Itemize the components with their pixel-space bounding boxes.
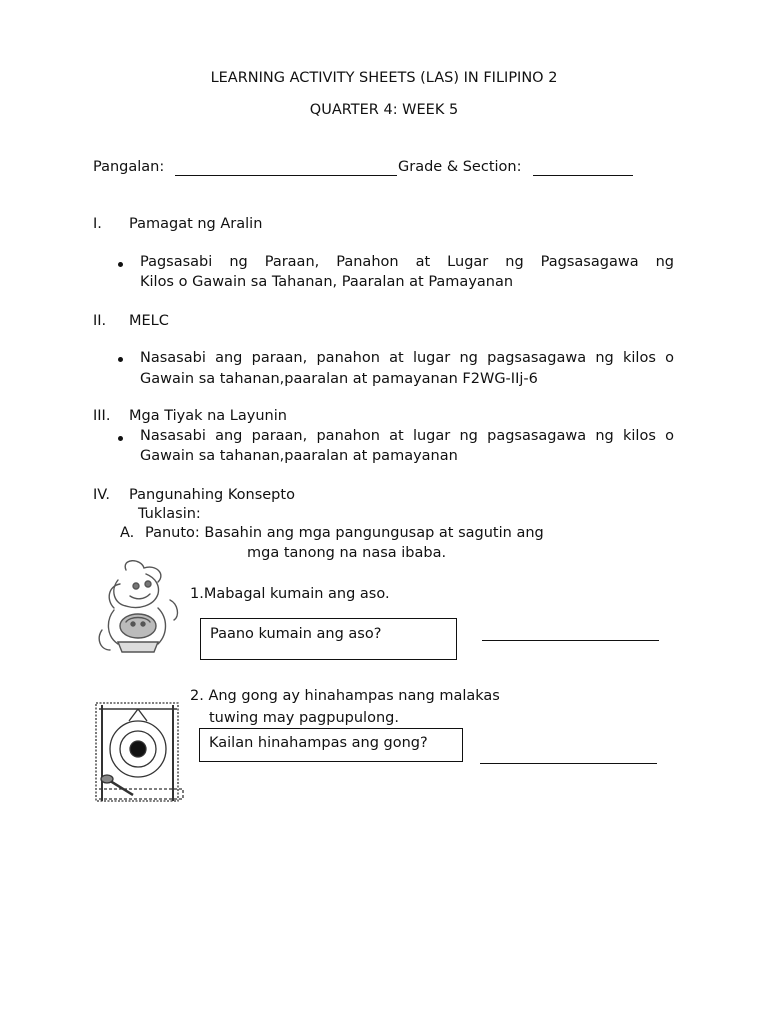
item-2-sentence-line2: tuwing may pagpupulong. — [209, 710, 399, 726]
grade-section-label: Grade & Section: — [398, 159, 522, 175]
section-1-bullet-line2: Kilos o Gawain sa Tahanan, Paaralan at Pamayanan — [140, 274, 514, 290]
bullet-icon — [118, 436, 123, 441]
bullet-icon — [118, 357, 123, 362]
item-1-answer-blank[interactable] — [482, 640, 659, 641]
page-title: LEARNING ACTIVITY SHEETS (LAS) IN FILIPINO 2 — [210, 70, 558, 86]
item-1-sentence: 1.Mabagal kumain ang aso. — [190, 586, 390, 602]
instruction-letter: A. — [120, 525, 135, 541]
section-1-heading: Pamagat ng Aralin — [129, 216, 263, 232]
item-2-sentence-line1: 2. Ang gong ay hinahampas nang malakas — [190, 688, 500, 704]
instruction-line1: Panuto: Basahin ang mga pangungusap at sagutin ang — [145, 525, 544, 541]
item-2-question-box — [199, 728, 463, 762]
item-1-question: Paano kumain ang aso? — [210, 626, 382, 642]
section-4-heading: Pangunahing Konsepto — [129, 487, 295, 503]
bullet-icon — [118, 262, 123, 267]
section-1-bullet-line1: Pagsasabi ng Paraan, Panahon at Lugar ng Pagsasagawa ng — [140, 254, 674, 270]
section-2-numeral: II. — [93, 313, 107, 329]
section-2-heading: MELC — [129, 313, 169, 329]
instruction-line2: mga tanong na nasa ibaba. — [247, 545, 447, 561]
dog-eating-icon — [96, 560, 186, 660]
section-1-numeral: I. — [93, 216, 102, 232]
section-2-bullet-line1: Nasasabi ang paraan, panahon at lugar ng pagsasagawa ng kilos o — [140, 350, 674, 366]
section-3-bullet-line1: Nasasabi ang paraan, panahon at lugar ng pagsasagawa ng kilos o — [140, 428, 674, 444]
page-subtitle: QUARTER 4: WEEK 5 — [309, 102, 459, 118]
section-2-bullet-line2: Gawain sa tahanan,paaralan at pamayanan F2WG-IIj-6 — [140, 371, 538, 387]
section-3-numeral: III. — [93, 408, 111, 424]
grade-section-blank[interactable] — [533, 175, 633, 176]
item-2-answer-blank[interactable] — [480, 763, 657, 764]
item-1-question-box — [200, 618, 457, 660]
section-4-numeral: IV. — [93, 487, 110, 503]
tuklasin-label: Tuklasin: — [138, 506, 201, 522]
section-3-heading: Mga Tiyak na Layunin — [129, 408, 287, 424]
name-label: Pangalan: — [93, 159, 165, 175]
name-blank[interactable] — [175, 175, 397, 176]
gong-icon — [93, 699, 189, 809]
item-2-question: Kailan hinahampas ang gong? — [209, 735, 428, 751]
section-3-bullet-line2: Gawain sa tahanan,paaralan at pamayanan — [140, 448, 458, 464]
